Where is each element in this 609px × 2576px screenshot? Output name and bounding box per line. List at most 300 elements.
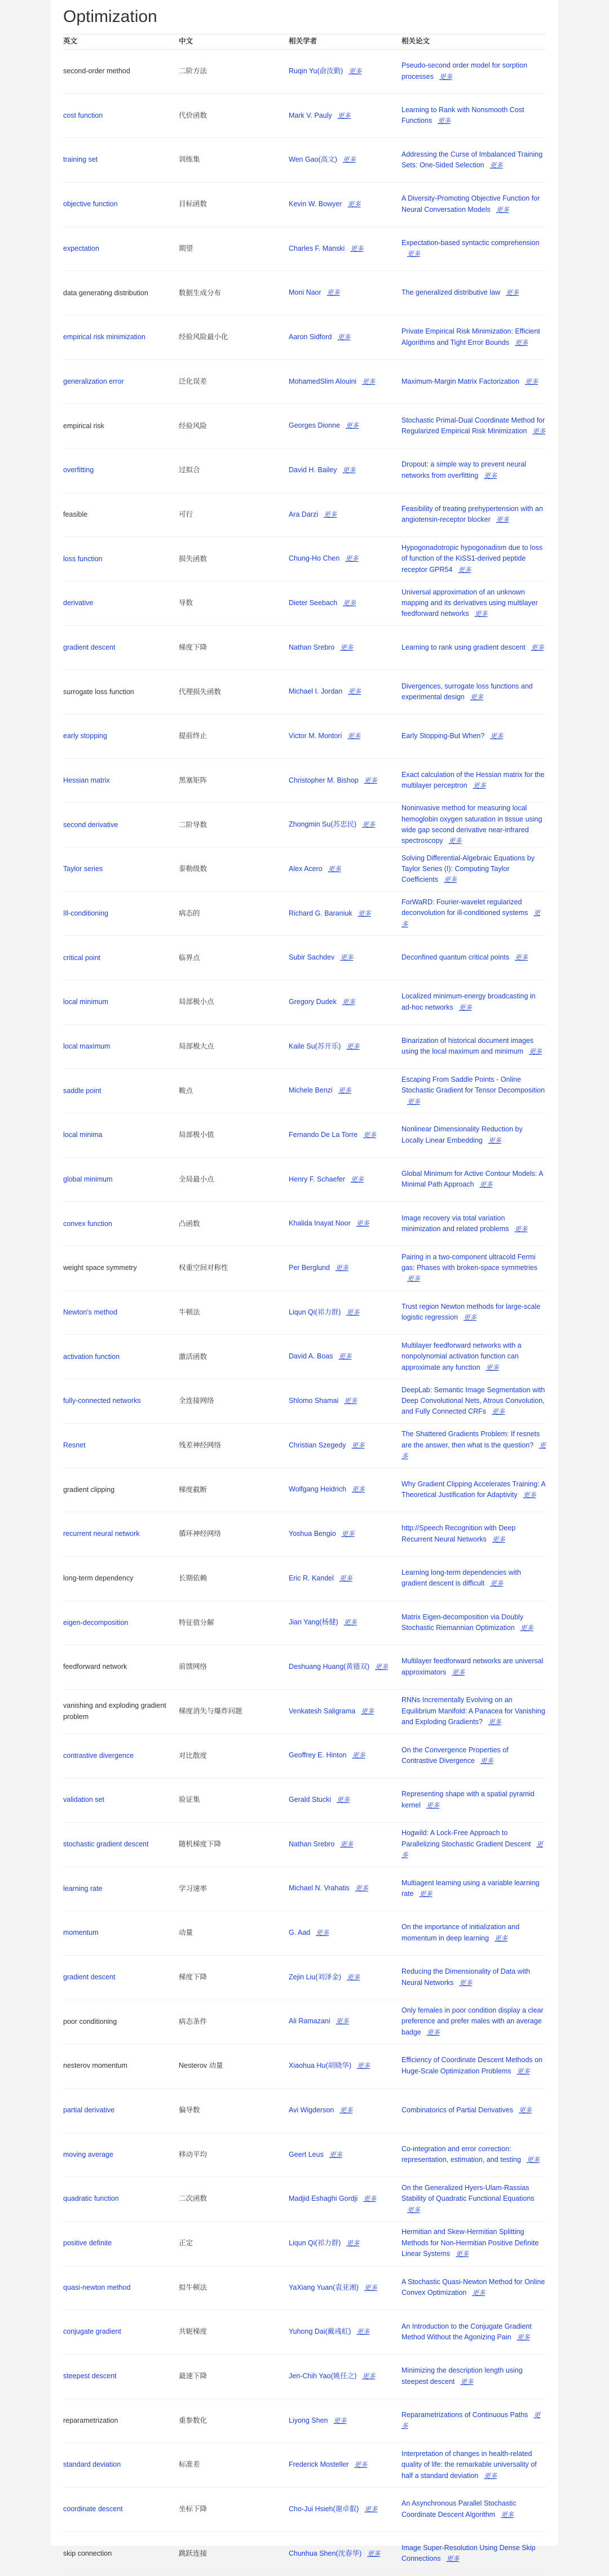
scholar-more-link[interactable]: 更多 [337,334,351,341]
scholar-more-link[interactable]: 更多 [351,1442,365,1449]
scholar-link[interactable]: Nathan Srebro [289,1840,335,1848]
paper-more-link[interactable]: 更多 [446,2556,460,2563]
term-english-link[interactable]: critical point [63,953,100,962]
scholar-link[interactable]: Kevin W. Bowyer [289,199,342,208]
paper-more-link[interactable]: 更多 [401,1442,546,1460]
scholar-link[interactable]: Avi Wigderson [289,2106,334,2114]
scholar-more-link[interactable]: 更多 [340,1841,354,1848]
scholar-more-link[interactable]: 更多 [363,2196,377,2203]
table-row [63,1424,546,1468]
table-row [63,1956,546,2000]
term-chinese: 导数 [179,599,193,607]
scholar-more-link[interactable]: 更多 [336,2018,349,2026]
scholar-link[interactable]: Wen Gao(高文) [289,156,337,164]
term-english-link[interactable]: loss function [63,554,103,563]
term-chinese: 期望 [179,244,193,252]
scholar-link[interactable]: Frederick Mosteller [289,2460,349,2469]
scholar-more-link[interactable]: 更多 [316,1930,329,1937]
term-english-link[interactable]: gradient descent [63,643,116,651]
paper-cell [401,192,546,216]
term-english-link[interactable]: early stopping [63,732,107,740]
paper-more-link[interactable]: 更多 [506,290,519,297]
paper-more-link[interactable]: 更多 [517,2068,530,2075]
paper-link[interactable]: Trust region Newton methods for large-scale logistic regression [401,1303,541,1322]
term-english-link[interactable]: learning rate [63,1884,103,1893]
scholar-more-link[interactable]: 更多 [362,378,376,385]
term-english-link[interactable]: derivative [63,599,94,607]
term-english-link[interactable]: eigen-decomposition [63,1618,129,1627]
scholar-more-link[interactable]: 更多 [355,1885,368,1893]
paper-more-link[interactable]: 更多 [458,1004,472,1011]
scholar-more-link[interactable]: 更多 [343,1619,357,1627]
scholar-more-link[interactable]: 更多 [356,2329,370,2336]
paper-link[interactable]: Reparametrizations of Continuous Paths [401,2410,528,2419]
term-english-cell [63,243,179,254]
paper-link[interactable]: Co-integration and error correction: representation, estimation, and testing [401,2144,521,2164]
paper-link[interactable]: Reducing the Dimensionality of Data with Neural Networks [401,1967,530,1987]
paper-link[interactable]: Only females in poor condition display a clear preference and prefer males with an average badge [401,2006,544,2036]
paper-link[interactable]: Interpretation of changes in health-related quality of life: the remarkable universality of half a standard deviation [401,2449,537,2480]
paper-more-link[interactable]: 更多 [484,2472,497,2480]
scholar-link[interactable]: Jian Yang(杨健) [289,1618,338,1627]
scholar-more-link[interactable]: 更多 [362,2373,376,2380]
paper-link[interactable]: Universal approximation of an unknown mapping and its derivatives using multilayer feedforward networks [401,588,538,618]
paper-more-link[interactable]: 更多 [515,954,528,962]
scholar-link[interactable]: Moni Naor [289,288,321,297]
scholar-link[interactable]: David H. Bailey [289,465,337,474]
paper-more-link[interactable]: 更多 [490,1580,504,1588]
scholar-more-link[interactable]: 更多 [375,1664,389,1671]
scholar-more-link[interactable]: 更多 [348,68,362,75]
paper-link[interactable]: Efficiency of Coordinate Descent Methods on Huge-Scale Optimization Problems [401,2056,542,2075]
paper-link[interactable]: A Stochastic Quasi-Newton Method for Online Convex Optimization [401,2277,545,2297]
scholar-more-link[interactable]: 更多 [364,777,377,784]
paper-link[interactable]: Multiagent learning using a variable learning rate [401,1878,540,1898]
paper-more-link[interactable]: 更多 [407,251,420,258]
paper-more-link[interactable]: 更多 [472,2290,486,2297]
scholar-link[interactable]: Georges Dionne [289,421,341,430]
scholar-link[interactable]: Shlomo Shamai [289,1397,339,1405]
paper-more-link[interactable]: 更多 [484,472,497,479]
scholar-cell [289,775,401,787]
scholar-more-link[interactable]: 更多 [342,999,355,1006]
paper-link[interactable]: Feasibility of treating prehypertension with an angiotensin-receptor blocker [401,504,543,524]
term-english-link[interactable]: quadratic function [63,2195,119,2203]
scholar-link[interactable]: Michele Benzi [289,1086,333,1095]
term-english-link[interactable]: Hessian matrix [63,776,110,784]
scholar-more-link[interactable]: 更多 [351,1486,365,1494]
paper-link[interactable]: Learning long-term dependencies with gradient descent is difficult [401,1569,521,1588]
paper-link[interactable]: An Introduction to the Conjugate Gradient Method Without the Agonizing Pain [401,2322,532,2341]
paper-more-link[interactable]: 更多 [492,1409,505,1416]
scholar-link[interactable]: Cho-Jui Hsieh(谢卓叡) [289,2504,359,2513]
scholar-link[interactable]: Richard G. Baraniuk [289,909,352,917]
paper-link[interactable]: Binarization of historical document images using the local maximum and minimum [401,1037,534,1056]
scholar-more-link[interactable]: 更多 [346,1043,360,1050]
paper-link[interactable]: On the Convergence Properties of Contrastive Divergence [401,1746,509,1765]
paper-cell [401,896,546,931]
scholar-link[interactable]: Christopher M. Bishop [289,776,359,784]
term-english-link[interactable]: generalization error [63,377,124,385]
paper-more-link[interactable]: 更多 [496,517,509,524]
paper-link[interactable]: Image recovery via total variation minimization and related problems [401,1214,509,1233]
term-english-link[interactable]: stochastic gradient descent [63,1840,149,1849]
paper-more-link[interactable]: 更多 [480,1758,493,1765]
paper-link[interactable]: Expectation-based syntactic comprehension [401,238,540,247]
paper-link[interactable]: Solving Differential-Algebraic Equations by Taylor Series (I): Computing Taylor Coefficients [401,854,535,884]
paper-more-link[interactable]: 更多 [452,1669,465,1676]
table-row [63,1734,546,1779]
scholar-more-link[interactable]: 更多 [324,511,337,518]
term-english-link[interactable]: moving average [63,2150,113,2158]
table-row [63,2177,546,2222]
paper-more-link[interactable]: 更多 [444,877,457,884]
term-english-link[interactable]: empirical risk minimization [63,333,145,341]
scholar-link[interactable]: Liqun Qi(祁力群) [289,1308,341,1316]
paper-link[interactable]: Global Minimum for Active Contour Models: A Minimal Path Approach [401,1170,543,1189]
paper-more-link[interactable]: 更多 [501,2511,514,2519]
paper-more-link[interactable]: 更多 [439,73,452,81]
scholar-more-link[interactable]: 更多 [338,1353,352,1361]
paper-link[interactable]: Nonlinear Dimensionality Reduction by Locally Linear Embedding [401,1125,523,1144]
scholar-link[interactable]: Wolfgang Heidrich [289,1485,346,1494]
table-row [63,1601,546,1646]
term-english-link[interactable]: gradient descent [63,1973,116,1982]
scholar-link[interactable]: G. Aad [289,1929,311,1937]
paper-link[interactable]: Why Gradient Clipping Accelerates Training: A Theoretical Justification for Adaptivity [401,1480,545,1499]
paper-more-link[interactable]: 更多 [438,118,451,125]
scholar-more-link[interactable]: 更多 [338,1087,351,1095]
term-english-link[interactable]: recurrent neural network [63,1530,140,1538]
term-english-link[interactable]: Newton's method [63,1308,118,1316]
term-english-link[interactable]: contrastive divergence [63,1751,134,1760]
paper-link[interactable]: An Asynchronous Parallel Stochastic Coordinate Descent Algorithm [401,2499,517,2519]
term-english-link[interactable]: activation function [63,1352,120,1361]
scholar-more-link[interactable]: 更多 [342,157,356,164]
term-english-link[interactable]: overfitting [63,466,94,474]
paper-link[interactable]: Hermitian and Skew-Hermitian Splitting Methods for Non-Hermitian Positive Definite Linear Systems [401,2228,539,2258]
scholar-link[interactable]: Xiaohua Hu(胡晓华) [289,2062,352,2070]
paper-link[interactable]: Matrix Eigen-decomposition via Doubly Stochastic Riemannian Optimization [401,1613,524,1632]
paper-cell [401,1300,546,1325]
paper-more-link[interactable]: 更多 [520,1625,533,1632]
paper-link[interactable]: Early Stopping-But When? [401,732,485,740]
paper-link[interactable]: Escaping From Saddle Points - Online Stochastic Gradient for Tensor Decomposition [401,1076,545,1095]
scholar-more-link[interactable]: 更多 [339,2107,353,2114]
paper-more-link[interactable]: 更多 [401,1841,543,1859]
scholar-more-link[interactable]: 更多 [351,1176,364,1183]
scholar-link[interactable]: Chung-Ho Chen [289,554,340,563]
term-english-link[interactable]: Resnet [63,1441,86,1449]
term-english-link[interactable]: validation set [63,1796,104,1804]
paper-link[interactable]: On the importance of initialization and momentum in deep learning [401,1923,520,1942]
scholar-more-link[interactable]: 更多 [340,644,354,651]
paper-link[interactable]: Divergences, surrogate loss functions and experimental design [401,682,533,701]
paper-more-link[interactable]: 更多 [473,783,486,790]
term-english-cell [63,953,179,963]
scholar-link[interactable]: Geoffrey E. Hinton [289,1751,347,1760]
scholar-link[interactable]: David A. Boas [289,1352,333,1361]
paper-link[interactable]: Localized minimum-energy broadcasting in ad-hoc networks [401,992,536,1011]
paper-more-link[interactable]: 更多 [486,1364,499,1371]
paper-link[interactable]: ForWaRD: Fourier-wavelet regularized deconvolution for ill-conditioned systems [401,898,528,917]
scholar-more-link[interactable]: 更多 [361,1708,374,1715]
scholar-link[interactable]: Liqun Qi(祁力群) [289,2239,341,2247]
paper-link[interactable]: RNNs Incrementally Evolving on an Equilibrium Manifold: A Panacea for Vanishing and Exploding Gradients? [401,1696,545,1726]
scholar-more-link[interactable]: 更多 [354,2462,368,2469]
scholar-more-link[interactable]: 更多 [346,2240,360,2247]
scholar-link[interactable]: Michael N. Vrahatis [289,1884,350,1893]
term-english: reparametrization [63,2416,118,2424]
scholar-more-link[interactable]: 更多 [362,821,376,829]
table-row [63,1069,546,1113]
scholar-more-link[interactable]: 更多 [364,2506,378,2513]
paper-more-link[interactable]: 更多 [474,611,488,618]
paper-link[interactable]: On the Generalized Hyers-Ulam-Rassias Stability of Quadratic Functional Equations [401,2183,535,2203]
paper-more-link[interactable]: 更多 [531,644,544,651]
scholar-more-link[interactable]: 更多 [342,467,356,474]
paper-link[interactable]: Maximum-Margin Matrix Factorization [401,377,520,385]
paper-link[interactable]: DeepLab: Semantic Image Segmentation with Deep Convolutional Nets, Atrous Convolution, and Fully Connected CRFs [401,1385,545,1416]
term-english-link[interactable]: local minima [63,1131,103,1139]
paper-link[interactable]: Combinatorics of Partial Derivatives [401,2106,513,2114]
scholar-link[interactable]: Deshuang Huang(黄德双) [289,1663,370,1671]
term-english-link[interactable]: local minimum [63,998,108,1006]
paper-more-link[interactable]: 更多 [515,339,528,347]
scholar-more-link[interactable]: 更多 [329,2151,342,2158]
scholar-link[interactable]: Geert Leus [289,2150,324,2158]
term-english-link[interactable]: local maximum [63,1042,111,1050]
scholar-link[interactable]: YaXiang Yuan(袁亚湘) [289,2283,359,2291]
scholar-more-link[interactable]: 更多 [347,1974,360,1981]
paper-link[interactable]: Addressing the Curse of Imbalanced Training Sets: One-Sided Selection [401,150,543,169]
paper-more-link[interactable]: 更多 [426,2029,440,2036]
scholar-link[interactable]: Per Berglund [289,1264,330,1272]
paper-more-link[interactable]: 更多 [460,2378,474,2386]
paper-more-link[interactable]: 更多 [470,694,483,701]
term-english-cell [63,1700,179,1722]
paper-cell [401,1694,546,1729]
paper-more-link[interactable]: 更多 [407,1276,420,1283]
paper-link[interactable]: http://Speech Recognition with Deep Recurrent Neural Networks [401,1524,516,1543]
paper-more-link[interactable]: 更多 [456,2251,469,2258]
scholar-link[interactable]: Kaile Su(苏开乐) [289,1042,341,1050]
scholar-link[interactable]: Henry F. Schaefer [289,1175,346,1183]
paper-more-link[interactable]: 更多 [514,1226,528,1233]
scholar-link[interactable]: Venkatesh Saligrama [289,1707,356,1715]
scholar-link[interactable]: Aaron Sidford [289,332,332,341]
paper-more-link[interactable]: 更多 [529,1049,542,1056]
term-english-link[interactable]: objective function [63,200,118,208]
scholar-more-link[interactable]: 更多 [363,1132,377,1139]
scholar-more-link[interactable]: 更多 [347,733,361,740]
term-english-link[interactable]: partial derivative [63,2106,115,2115]
term-english-link[interactable]: cost function [63,111,103,119]
term-english-link[interactable]: Ill-conditioning [63,909,108,917]
scholar-link[interactable]: Zejin Liu(刘泽金) [289,1973,342,1981]
paper-more-link[interactable]: 更多 [401,910,540,929]
paper-more-link[interactable]: 更多 [489,162,503,169]
paper-cell [401,641,546,655]
scholar-link[interactable]: Mark V. Pauly [289,111,332,119]
paper-link[interactable]: Hogwild: A Lock-Free Approach to Parallelizing Stochastic Gradient Descent [401,1829,531,1848]
paper-link[interactable]: Dropout: a simple way to prevent neural networks from overfitting [401,460,526,479]
scholar-link[interactable]: Zhongmin Su(苏忠民) [289,820,357,829]
paper-link[interactable]: A Diversity-Promoting Objective Function for Neural Conversation Models [401,194,540,214]
paper-link[interactable]: Image Super-Resolution Using Dense Skip Connections [401,2543,536,2563]
scholar-link[interactable]: Khalida Inayat Noor [289,1219,351,1228]
scholar-more-link[interactable]: 更多 [335,1265,348,1272]
scholar-link[interactable]: Gregory Dudek [289,998,337,1006]
scholar-more-link[interactable]: 更多 [345,556,359,563]
term-english-cell [63,554,179,565]
scholar-more-link[interactable]: 更多 [367,2550,381,2557]
paper-link[interactable]: Hypogonadotropic hypogonadism due to loss of function of the KiSS1-derived peptide receptor GPR54 [401,543,543,574]
paper-link[interactable]: Representing shape with a spatial pyramid kernel [401,1790,535,1809]
scholar-more-link[interactable]: 更多 [346,1309,360,1316]
term-english-link[interactable]: steepest descent [63,2372,117,2380]
paper-link[interactable]: Pairing in a two-component ultracold Fermi gas: Phases with broken-space symmetries [401,1253,538,1272]
paper-more-link[interactable]: 更多 [490,733,504,740]
scholar-link[interactable]: Nathan Srebro [289,643,335,651]
scholar-link[interactable]: MohamedSlim Alouini [289,377,357,385]
scholar-more-link[interactable]: 更多 [347,201,361,208]
paper-more-link[interactable]: 更多 [532,428,546,435]
term-english-link[interactable]: second derivative [63,820,118,829]
scholar-more-link[interactable]: 更多 [364,2284,377,2291]
paper-more-link[interactable]: 更多 [426,1802,440,1809]
scholar-more-link[interactable]: 更多 [344,1398,358,1405]
paper-more-link[interactable]: 更多 [488,1719,501,1726]
scholar-cell [289,598,401,609]
paper-link[interactable]: Multilayer feedforward networks are universal approximators [401,1657,544,1676]
scholar-more-link[interactable]: 更多 [357,2063,370,2070]
scholar-link[interactable]: Charles F. Manski [289,244,345,252]
paper-more-link[interactable]: 更多 [479,1182,493,1189]
scholar-more-link[interactable]: 更多 [346,423,359,430]
paper-link[interactable]: The Shattered Gradients Problem: If resnets are the answer, then what is the question? [401,1430,540,1449]
scholar-more-link[interactable]: 更多 [352,1752,365,1760]
term-english-cell [63,864,179,874]
term-english-link[interactable]: quasi-newton method [63,2283,131,2291]
scholar-more-link[interactable]: 更多 [340,954,354,962]
table-row [63,360,546,405]
scholar-more-link[interactable]: 更多 [326,290,340,297]
paper-link[interactable]: Learning to Rank with Nonsmooth Cost Functions [401,105,524,125]
scholar-link[interactable]: Jen-Chih Yao(姚任之) [289,2371,357,2380]
paper-more-link[interactable]: 更多 [488,1137,501,1144]
paper-more-link[interactable]: 更多 [448,838,462,845]
scholar-link[interactable]: Fernando De La Torre [289,1131,358,1139]
paper-link[interactable]: Noninvasive method for measuring local hemoglobin oxygen saturation in tissue using wide gap second derivative near-infrared spectroscopy [401,804,542,845]
scholar-more-link[interactable]: 更多 [337,1797,350,1804]
paper-more-link[interactable]: 更多 [459,1979,473,1987]
paper-more-link[interactable]: 更多 [407,2206,420,2214]
term-english-link[interactable]: positive definite [63,2239,112,2248]
term-english-link[interactable]: conjugate gradient [63,2328,121,2336]
scholar-cell [289,1174,401,1185]
paper-link[interactable]: Minimizing the description length using steepest descent [401,2366,523,2386]
paper-link[interactable]: Private Empirical Risk Minimization: Efficient Algorithms and Tight Error Bounds [401,327,540,347]
scholar-link[interactable]: Dieter Seebach [289,598,338,607]
term-english-link[interactable]: fully-connected networks [63,1397,141,1405]
table-row [63,759,546,803]
scholar-link[interactable]: Madjid Eshaghi Gordji [289,2195,358,2203]
paper-more-link[interactable]: 更多 [464,1314,477,1322]
scholar-more-link[interactable]: 更多 [333,2417,347,2424]
term-english-link[interactable]: momentum [63,1929,99,1937]
paper-more-link[interactable]: 更多 [526,2157,540,2164]
paper-more-link[interactable]: 更多 [496,206,509,214]
term-english-link[interactable]: Taylor series [63,865,103,873]
paper-link[interactable]: Pseudo-second order model for sorption processes [401,61,528,81]
term-chinese: 二次函数 [179,2195,208,2203]
scholar-link[interactable]: Christian Szegedy [289,1441,346,1449]
scholar-more-link[interactable]: 更多 [343,599,356,607]
paper-link[interactable]: Exact calculation of the Hessian matrix for the multilayer perceptron [401,770,545,790]
paper-cell [401,769,546,793]
term-english-link[interactable]: expectation [63,244,99,252]
paper-more-link[interactable]: 更多 [494,1935,508,1942]
scholar-more-link[interactable]: 更多 [358,910,371,917]
paper-link[interactable]: Multilayer feedforward networks with a nonpolynomial activation function can approximate any function [401,1342,522,1371]
term-english-link[interactable]: convex function [63,1219,112,1228]
scholar-link[interactable]: Subir Sachdev [289,953,335,962]
paper-link[interactable]: Deconfined quantum critical points [401,953,510,962]
term-english-link[interactable]: coordinate descent [63,2505,123,2513]
scholar-link[interactable]: Ali Ramazani [289,2017,330,2026]
scholar-link[interactable]: Eric R. Kandel [289,1574,334,1582]
scholar-link[interactable]: Gerald Stucki [289,1796,332,1804]
scholar-link[interactable]: Ara Darzi [289,510,319,518]
scholar-link[interactable]: Victor M. Montori [289,732,342,740]
paper-more-link[interactable]: 更多 [419,1891,433,1898]
paper-cell [401,1655,546,1679]
term-english-link[interactable]: saddle point [63,1086,102,1095]
scholar-link[interactable]: Yoshua Bengio [289,1530,336,1538]
scholar-more-link[interactable]: 更多 [341,1531,355,1538]
scholar-more-link[interactable]: 更多 [328,866,341,873]
scholar-more-link[interactable]: 更多 [348,689,361,696]
paper-more-link[interactable]: 更多 [492,1536,505,1543]
paper-link[interactable]: Stochastic Primal-Dual Coordinate Method for Regularized Empirical Risk Minimization [401,416,545,435]
paper-more-link[interactable]: 更多 [407,1098,420,1105]
scholar-more-link[interactable]: 更多 [339,1575,352,1582]
term-english-link[interactable]: training set [63,156,98,164]
scholar-more-link[interactable]: 更多 [337,112,351,119]
paper-more-link[interactable]: 更多 [458,566,471,574]
scholar-link[interactable]: Yuhong Dai(戴彧虹) [289,2328,351,2336]
scholar-more-link[interactable]: 更多 [350,245,364,252]
term-english-link[interactable]: global minimum [63,1175,113,1183]
paper-more-link[interactable]: 更多 [519,2107,532,2114]
paper-link[interactable]: The generalized distributive law [401,288,501,297]
term-english-link[interactable]: standard deviation [63,2460,121,2469]
scholar-link[interactable]: Liyong Shen [289,2416,328,2424]
scholar-link[interactable]: Michael I. Jordan [289,687,343,696]
scholar-more-link[interactable]: 更多 [356,1220,369,1228]
paper-link[interactable]: Learning to rank using gradient descent [401,643,526,651]
paper-more-link[interactable]: 更多 [525,378,539,385]
paper-more-link[interactable]: 更多 [523,1492,536,1499]
scholar-link[interactable]: Ruqin Yu(俞汝勤) [289,66,343,75]
scholar-link[interactable]: Alex Acero [289,865,323,873]
paper-more-link[interactable]: 更多 [401,2411,540,2430]
scholar-cell [289,1617,401,1628]
scholar-link[interactable]: Chunhua Shen(沈春华) [289,2549,362,2557]
paper-more-link[interactable]: 更多 [517,2334,530,2341]
paper-cell [401,1123,546,1147]
